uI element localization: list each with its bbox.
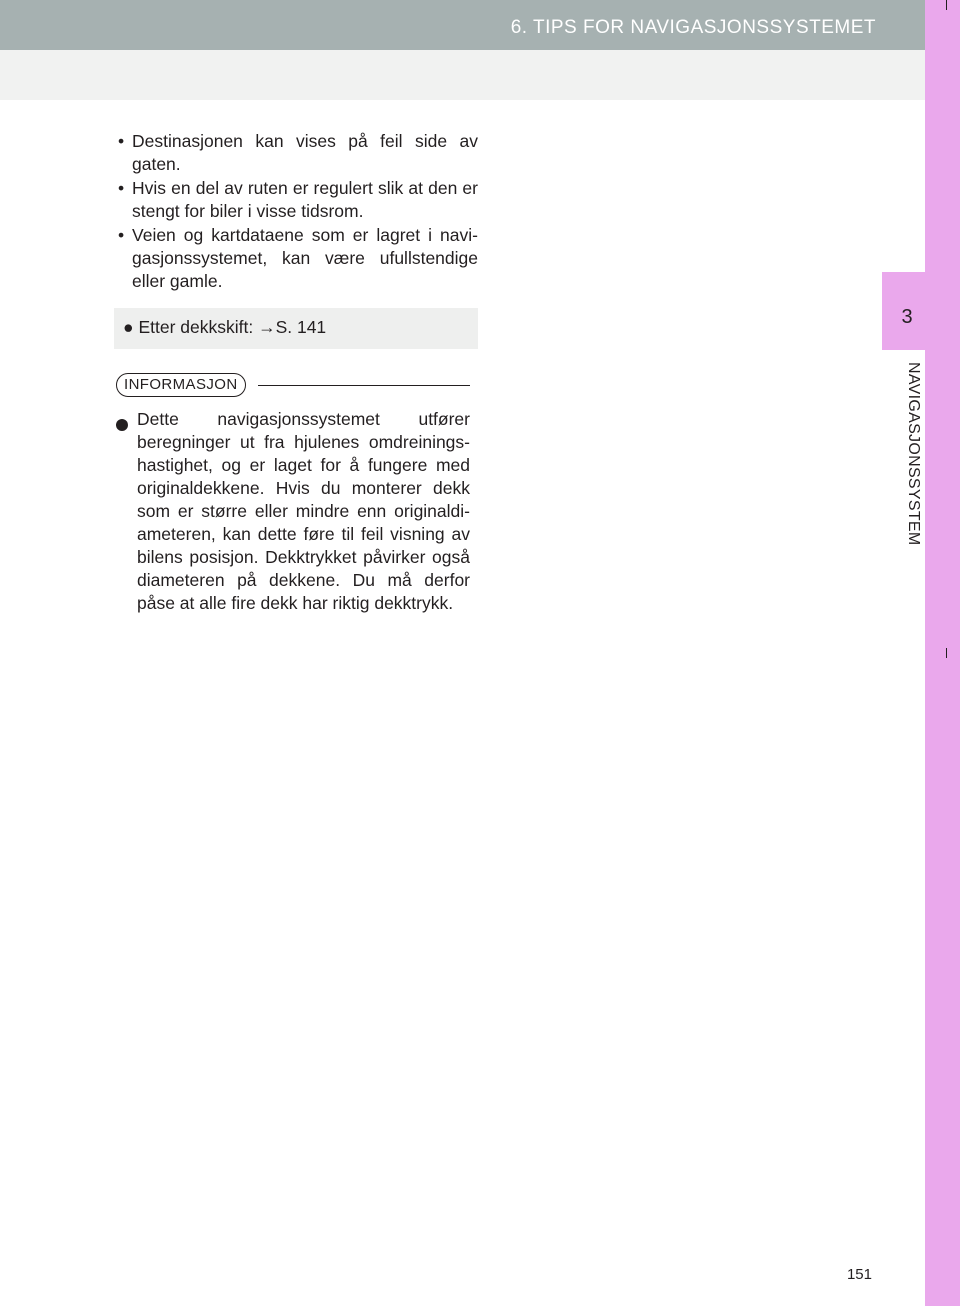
bullet-text: Hvis en del av ruten er regulert slik at den er stengt for biler i visse tidsrom.: [132, 178, 478, 221]
header-band: [0, 0, 960, 50]
chapter-tab: [882, 272, 960, 350]
header-strip: [0, 50, 960, 100]
section-bullet-icon: ●: [123, 317, 134, 337]
info-label: INFORMASJON: [116, 373, 246, 397]
list-item: [114, 177, 478, 223]
crop-mark: [946, 0, 947, 10]
bullet-text: Destinasjonen kan vises på feil side av gaten.: [132, 131, 478, 174]
section-heading-box: [114, 308, 478, 349]
bullet-text: Veien og kartdataene som er lagret i navi-gasjonssystemet, kan være ufullstendige eller gamle.: [132, 225, 478, 291]
info-text: Dette navigasjonssystemet utfører beregninger ut fra hjulenes omdreinings-hastighet, og er laget for å fungere med originaldekkene. Hvis du monterer dekk som er større eller mindre enn originaldi-ameteren, kan dette føre til feil visning av bilens posisjon. Dekktrykket påvirker også diameteren på dekkene. Du må derfor påse at alle fire dekk har riktig dekktrykk.: [137, 409, 470, 613]
info-body: [116, 408, 470, 615]
side-tab-lower: [925, 350, 960, 1306]
info-divider: [258, 385, 470, 386]
chapter-label: NAVIGASJONSSYSTEM: [905, 362, 922, 546]
section-heading: [123, 317, 326, 338]
chapter-number: 3: [901, 306, 913, 328]
info-bullet-icon: [116, 414, 137, 426]
bullet-dot: •: [118, 225, 125, 245]
list-item: [114, 130, 478, 176]
section-heading-text: Etter dekkskift: →S. 141: [138, 317, 327, 337]
crop-mark: [946, 648, 947, 658]
list-item: [114, 224, 478, 293]
bullet-dot: •: [118, 131, 125, 151]
bullet-dot: •: [118, 178, 125, 198]
side-tab-upper: [925, 0, 960, 272]
chapter-title: 6. TIPS FOR NAVIGASJONSSYSTEMET: [510, 17, 876, 38]
page-number: 151: [846, 1266, 872, 1283]
bullet-list: [114, 130, 478, 294]
